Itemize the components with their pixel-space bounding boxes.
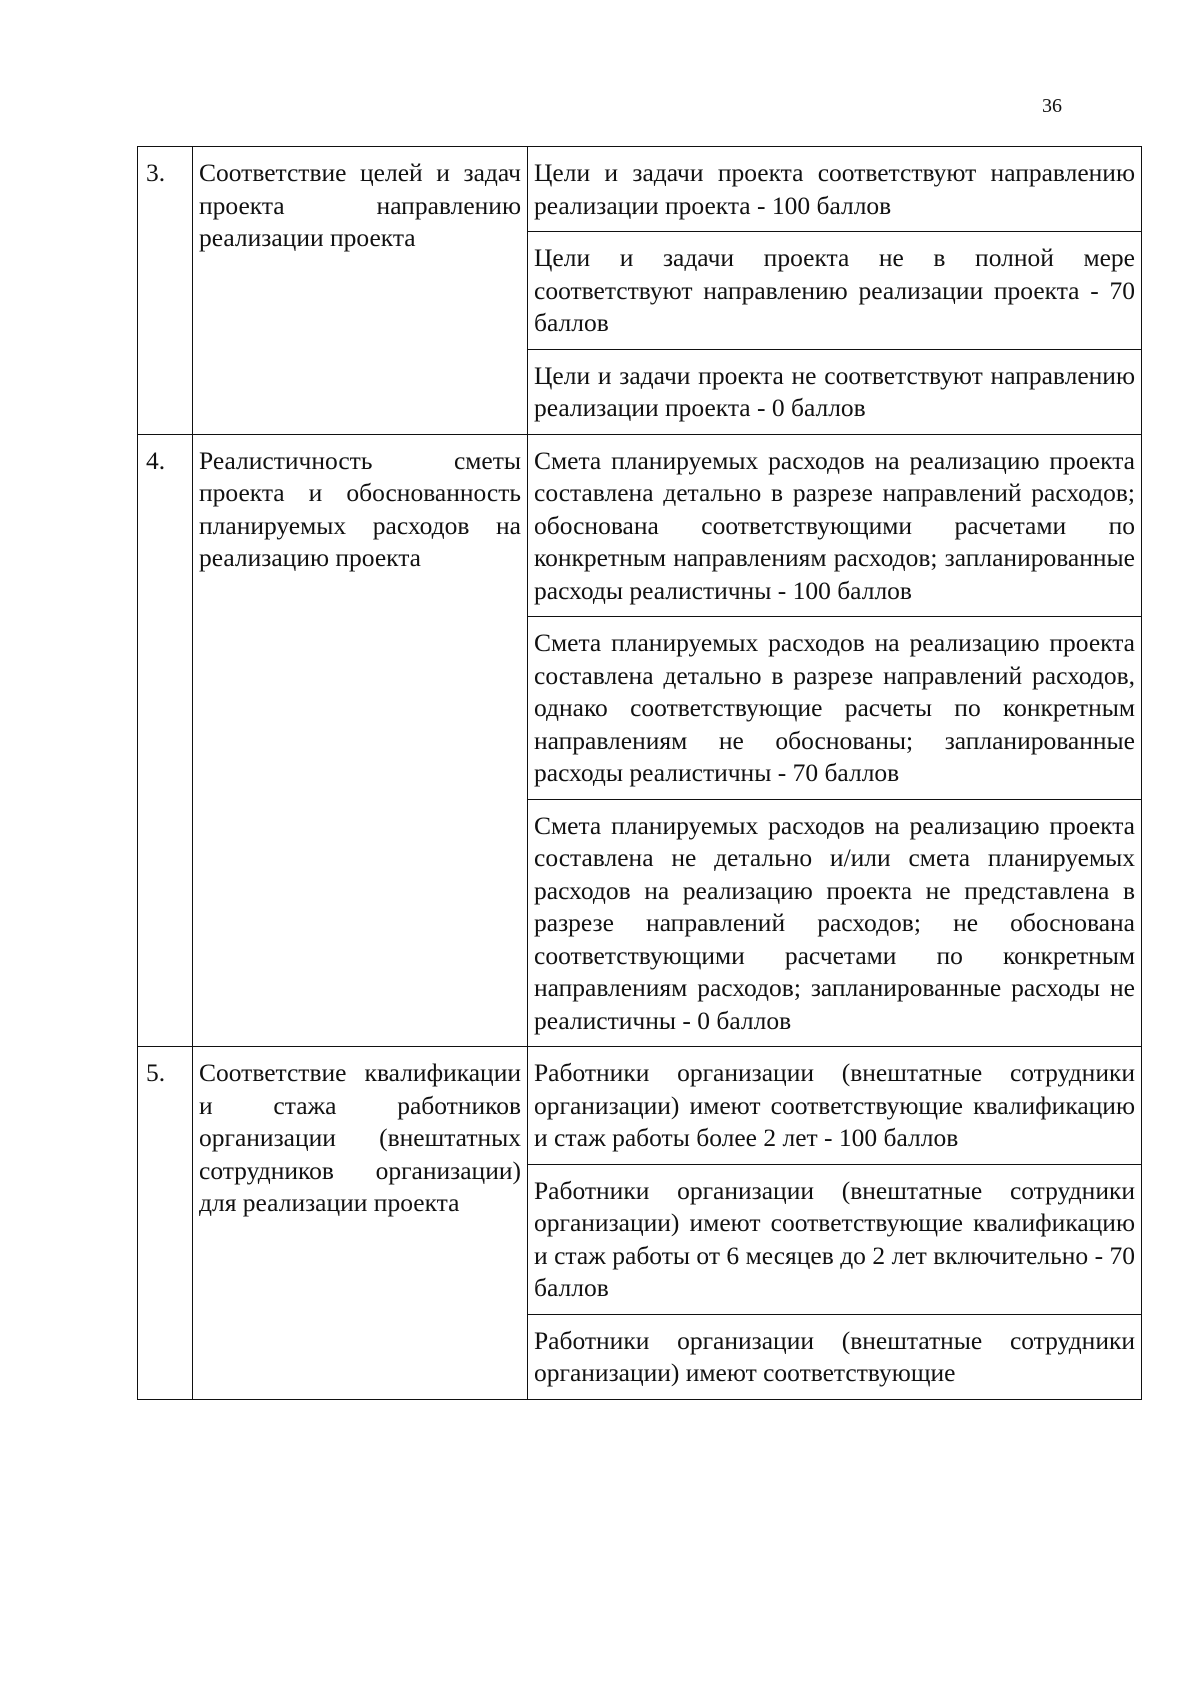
score-cell: Цели и задачи проекта не в полной мере соответствуют направлению реализации проекта - 70 баллов	[528, 232, 1142, 350]
score-cell: Смета планируемых расходов на реализацию проекта составлена детально в разрезе направлений расходов; обоснована соответствующими расчетами по конкретным направлениям расходов; запланированные расходы реалистичны - 100 баллов	[528, 434, 1142, 617]
score-cell: Работники организации (внештатные сотрудники организации) имеют соответствующие	[528, 1314, 1142, 1399]
criterion-cell: Соответствие квалификации и стажа работников организации (внештатных сотрудников организации) для реализации проекта	[193, 1047, 528, 1400]
criterion-cell: Соответствие целей и задач проекта направлению реализации проекта	[193, 147, 528, 435]
page-number: 36	[1042, 95, 1062, 117]
score-cell: Смета планируемых расходов на реализацию проекта составлена детально в разрезе направлений расходов, однако соответствующие расчеты по конкретным направлениям не обоснованы; запланированные расходы реалистичны - 70 баллов	[528, 617, 1142, 800]
criteria-table	[137, 146, 1142, 1400]
row-number: 3.	[138, 147, 193, 435]
score-cell: Смета планируемых расходов на реализацию проекта составлена не детально и/или смета планируемых расходов на реализацию проекта не представлена в разрезе направлений расходов; не обоснована соответствующими расчетами по конкретным направлениям расходов; запланированные расходы не реалистичны - 0 баллов	[528, 799, 1142, 1047]
row-number: 5.	[138, 1047, 193, 1400]
table-row	[138, 147, 1142, 232]
criterion-cell: Реалистичность сметы проекта и обоснованность планируемых расходов на реализацию проекта	[193, 434, 528, 1047]
score-cell: Работники организации (внештатные сотрудники организации) имеют соответствующие квалификацию и стаж работы от 6 месяцев до 2 лет включительно - 70 баллов	[528, 1164, 1142, 1314]
table-row	[138, 434, 1142, 617]
score-cell: Цели и задачи проекта не соответствуют направлению реализации проекта - 0 баллов	[528, 349, 1142, 434]
score-cell: Цели и задачи проекта соответствуют направлению реализации проекта - 100 баллов	[528, 147, 1142, 232]
table-row	[138, 1047, 1142, 1165]
row-number: 4.	[138, 434, 193, 1047]
score-cell: Работники организации (внештатные сотрудники организации) имеют соответствующие квалификацию и стаж работы более 2 лет - 100 баллов	[528, 1047, 1142, 1165]
